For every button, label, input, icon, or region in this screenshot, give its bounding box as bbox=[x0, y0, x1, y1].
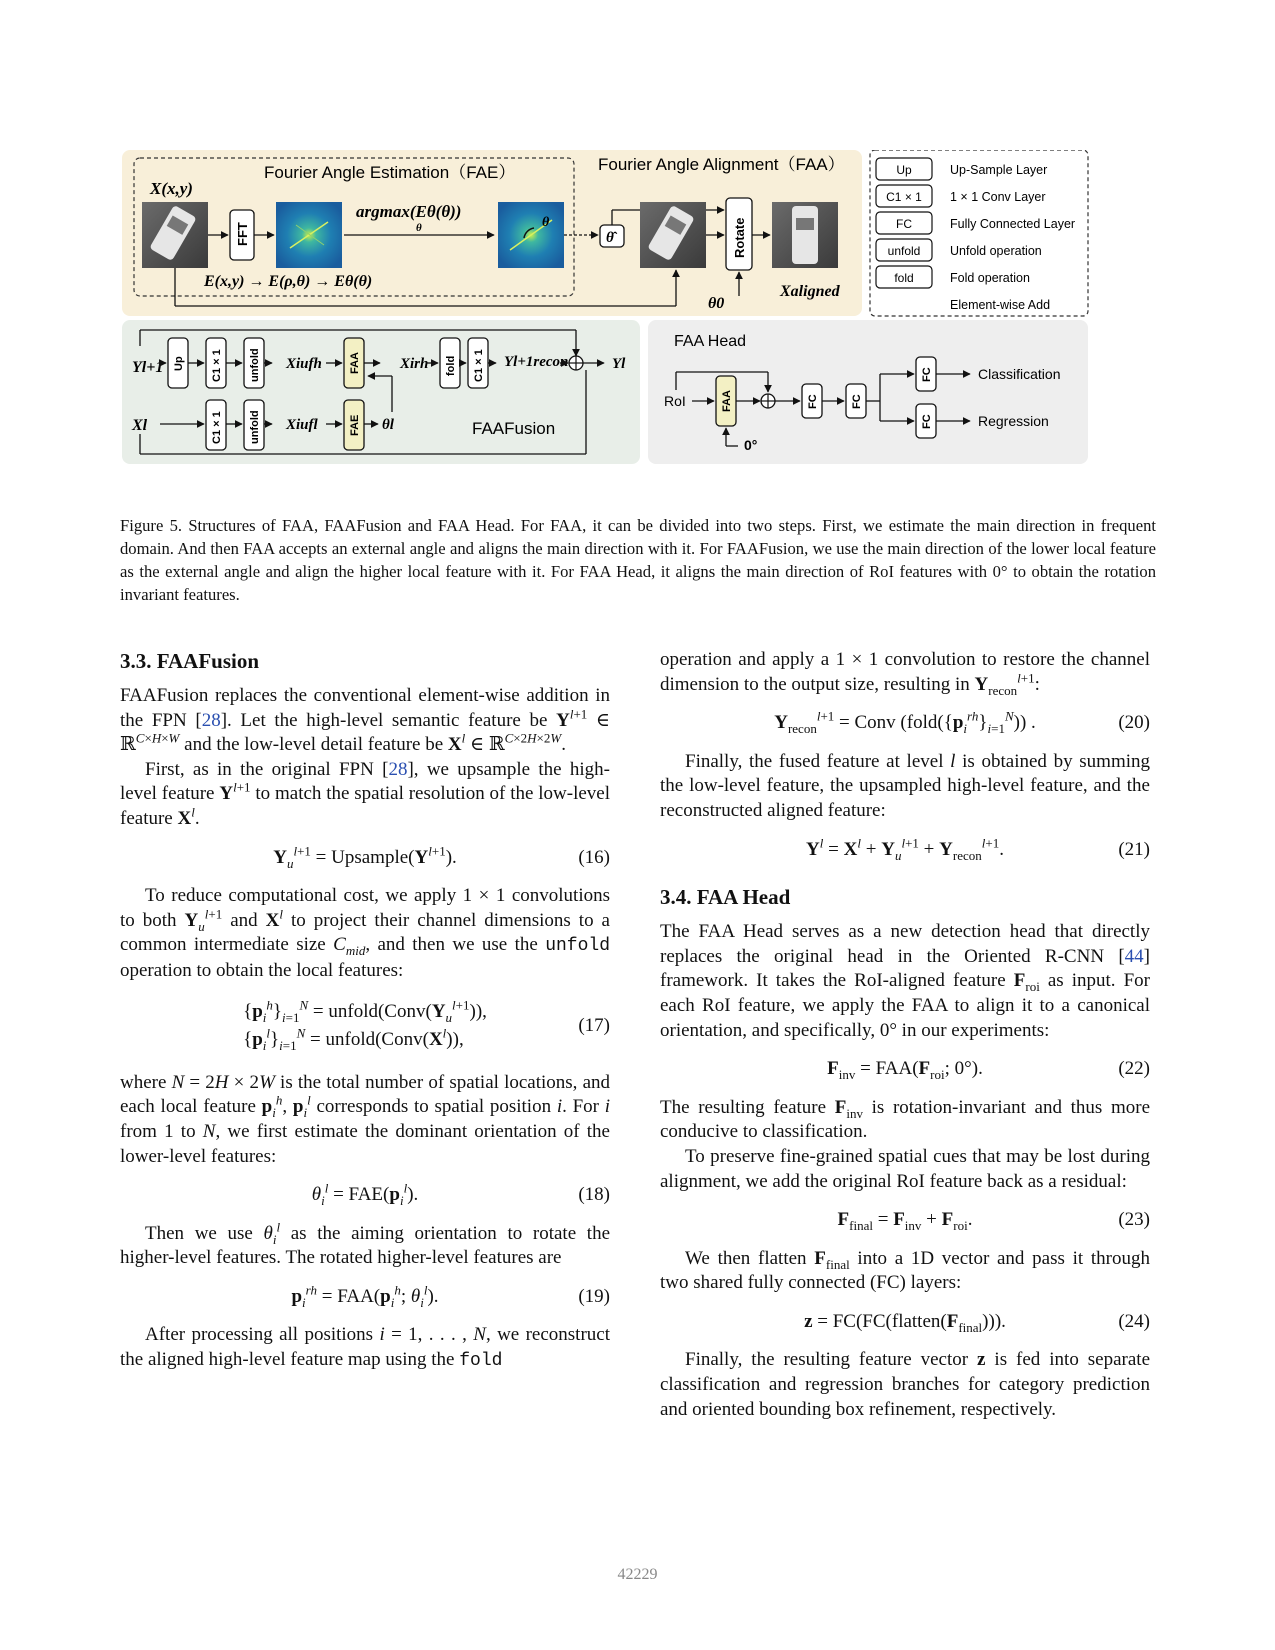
paragraph: The resulting feature $F_{inv}$ is rotation-invariant and thus more conducive to classification. bbox=[660, 1096, 1151, 1143]
equation-16: $Y_u^{l+1}$ = $Upsample(Y^{l+1})$. (16) bbox=[273, 843, 610, 871]
equation-20: $Y_{recon}^{l+1}$ = Conv $(fold(\{p_i^{rh}\}_{i=1}^N))$ . (20) bbox=[774, 708, 1150, 736]
right-column bbox=[660, 648, 1150, 1422]
svg-text:Up: Up bbox=[896, 163, 912, 177]
figure-5 bbox=[120, 150, 1150, 492]
paragraph: where N = 2H × 2W is the total number of spatial locations, and each local feature $p_i^h$, $p_i^l$ corresponds to spatial position i. For i from 1 to N, we first estimate the dominant orientation of the lower-level features: bbox=[120, 1071, 611, 1167]
svg-text:FAA: FAA bbox=[349, 352, 361, 374]
svg-text:C1 × 1: C1 × 1 bbox=[886, 190, 922, 204]
svg-text:Xl: Xl bbox=[132, 417, 148, 434]
equation-19: $p_i^{rh} = FAA(p_i^h$; $\theta_i^l$). (19) bbox=[291, 1282, 610, 1310]
svg-text:Rotate: Rotate bbox=[732, 217, 747, 258]
svg-text:0°: 0° bbox=[744, 437, 758, 453]
equation-23: $F_{final} = F_{inv} + F_{roi}$. (23) bbox=[837, 1209, 1150, 1233]
paragraph: The FAA Head serves as a new detection head that directly replaces the original head in the Oriented R-CNN [44] framework. It takes the RoI-aligned feature $F_{roi}$ as input. For each RoI feature, we apply the FAA to align it to a canonical orientation, and specifically, 0° in our experiments: bbox=[660, 921, 1150, 1041]
left-column bbox=[120, 648, 610, 1374]
input-label: X(x,y) bbox=[150, 179, 193, 198]
svg-text:Xirh: Xirh bbox=[400, 356, 429, 372]
paragraph: operation and apply a 1 × 1 convolution to restore the channel dimension to the output size, resulting in $Y_{recon}^{l+1}$: bbox=[660, 649, 1150, 698]
svg-text:unfold: unfold bbox=[249, 410, 261, 444]
paragraph: To preserve fine-grained spatial cues that may be lost during alignment, we add the original RoI feature back as a residual: bbox=[660, 1145, 1150, 1192]
svg-text:C1 × 1: C1 × 1 bbox=[473, 349, 485, 382]
citation-link[interactable]: 28 bbox=[388, 758, 408, 780]
svg-text:unfold: unfold bbox=[249, 348, 261, 382]
svg-text:θ: θ bbox=[542, 215, 550, 230]
svg-text:FAA: FAA bbox=[721, 390, 733, 412]
equation-21: $Y^l = X^l + Y_u^{l+1} + Y_{recon}^{l+1}$. (21) bbox=[806, 835, 1150, 863]
citation-link[interactable]: 28 bbox=[201, 709, 221, 731]
figure-caption: Figure 5. Structures of FAA, FAAFusion and FAA Head. For FAA, it can be divided into two steps. First, we estimate the main direction in frequent domain. And then FAA accepts an external angle and aligns the main direction with it. For FAAFusion, we use the main direction of the lower local feature as the external angle and align the higher local feature with it. For FAA Head, it aligns the main direction of RoI features with 0° to obtain the rotation invariant features. bbox=[120, 516, 1156, 604]
paragraph: Finally, the fused feature at level l is obtained by summing the low-level feature, the upsampled high-level feature, and the reconstructed aligned feature: bbox=[660, 750, 1150, 821]
equation-17: $\{p_i^h\}_{i=1}^N$ = $unfold(Conv(Y_u^{l+1}))$, $\{p_i^l\}_{i=1}^N$ = $unfold(Conv(X^l))$, (17) bbox=[243, 997, 610, 1053]
paragraph: After processing all positions i = 1, . . . , N, we reconstruct the aligned high-level feature map using the fold bbox=[120, 1324, 610, 1372]
svg-text:C1 × 1: C1 × 1 bbox=[211, 411, 223, 444]
x-aligned-label: Xaligned bbox=[780, 283, 840, 300]
svg-text:FAE: FAE bbox=[349, 414, 361, 436]
svg-text:θ: θ bbox=[416, 222, 422, 234]
svg-text:Yl+1: Yl+1 bbox=[132, 359, 164, 376]
svg-text:Yl+1recon: Yl+1recon bbox=[504, 354, 569, 370]
svg-text:FC: FC bbox=[921, 414, 933, 429]
svg-text:Unfold operation: Unfold operation bbox=[950, 244, 1042, 258]
svg-text:Up-Sample Layer: Up-Sample Layer bbox=[950, 163, 1048, 177]
svg-text:θ̂: θ̂ bbox=[606, 230, 614, 246]
svg-text:FC: FC bbox=[896, 217, 912, 231]
input-car-image bbox=[142, 202, 208, 268]
equation-18: $\theta_i^l = FAE(p_i^l)$. (18) bbox=[311, 1180, 610, 1208]
aligned-car-image bbox=[772, 202, 838, 268]
svg-text:unfold: unfold bbox=[887, 244, 921, 258]
svg-text:FAAFusion: FAAFusion bbox=[472, 419, 556, 438]
svg-text:Element-wise Add: Element-wise Add bbox=[950, 298, 1051, 312]
svg-text:fold: fold bbox=[445, 355, 457, 376]
svg-text:θl: θl bbox=[382, 417, 394, 433]
svg-text:Fold operation: Fold operation bbox=[950, 271, 1030, 285]
svg-text:FAA Head: FAA Head bbox=[674, 333, 747, 350]
paragraph: Then we use $\theta_i^l$ as the aiming orientation to rotate the higher-level features. The rotated higher-level features are bbox=[120, 1219, 610, 1269]
fae-title: Fourier Angle Estimation（FAE） bbox=[264, 163, 516, 182]
svg-text:Yl: Yl bbox=[612, 356, 626, 372]
paragraph: To reduce computational cost, we apply 1 × 1 convolutions to both $Y_u^{l+1}$ and $X^l$ to project their channel dimensions to a common intermediate size $C_{mid}$, and then we use the unfold operation to obtain the local features: bbox=[120, 885, 610, 981]
equation-24: $z = FC(FC(flatten(F_{final})))$. (24) bbox=[804, 1310, 1150, 1335]
section-heading-3-3: 3.3. FAAFusion bbox=[120, 649, 260, 673]
page-number: 42229 bbox=[617, 1566, 658, 1583]
theta0-label: θ0 bbox=[708, 295, 725, 312]
svg-text:1 × 1 Conv Layer: 1 × 1 Conv Layer bbox=[950, 190, 1046, 204]
svg-text:Fully Connected Layer: Fully Connected Layer bbox=[950, 217, 1076, 231]
paragraph: Finally, the resulting feature vector z is fed into separate classification and regression branches for category prediction and oriented bounding box refinement, respectively. bbox=[660, 1349, 1150, 1420]
citation-link[interactable]: 44 bbox=[1124, 945, 1144, 967]
argmax-label: argmax(Eθ(θ)) bbox=[356, 202, 462, 221]
svg-text:Xiufh: Xiufh bbox=[286, 356, 322, 372]
fourier-spectrum-image bbox=[276, 202, 342, 268]
svg-text:Up: Up bbox=[173, 356, 185, 371]
paragraph: FAAFusion replaces the conventional element-wise addition in the FPN [28]. Let the high-level semantic feature be $Y^{l+1}$ ∈ ℝ$^{C\times H\times W}$ and the low-level detail feature be $X^l$ ∈ ℝ$^{C\times 2H\times 2W}$. bbox=[120, 685, 610, 756]
svg-text:FC: FC bbox=[851, 394, 863, 409]
svg-text:FFT: FFT bbox=[235, 222, 250, 246]
paragraph: We then flatten $F_{final}$ into a 1D vector and pass it through two shared fully connected (FC) layers: bbox=[660, 1247, 1150, 1294]
svg-text:Xiufl: Xiufl bbox=[286, 417, 318, 433]
svg-text:RoI: RoI bbox=[664, 393, 686, 409]
svg-text:FC: FC bbox=[807, 394, 819, 409]
svg-text:fold: fold bbox=[894, 271, 914, 285]
faa-input-car-image bbox=[640, 202, 706, 268]
faa-title: Fourier Angle Alignment（FAA） bbox=[598, 155, 845, 174]
angle-spectrum-image bbox=[498, 202, 564, 268]
energy-chain: E(x,y) → E(ρ,θ) → Eθ(θ) bbox=[204, 273, 373, 290]
paragraph: First, as in the original FPN [28], we upsample the high-level feature $Y^{l+1}$ to match the spatial resolution of the low-level feature $X^l$. bbox=[120, 758, 610, 829]
svg-text:Classification: Classification bbox=[978, 366, 1061, 382]
svg-text:C1 × 1: C1 × 1 bbox=[211, 349, 223, 382]
equation-22: $F_{inv} = FAA(F_{roi}$; 0°). (22) bbox=[827, 1058, 1150, 1082]
svg-text:Regression: Regression bbox=[978, 413, 1049, 429]
faafusion-panel-background bbox=[122, 320, 640, 464]
svg-text:FC: FC bbox=[921, 367, 933, 382]
section-heading-3-4: 3.4. FAA Head bbox=[660, 885, 791, 910]
